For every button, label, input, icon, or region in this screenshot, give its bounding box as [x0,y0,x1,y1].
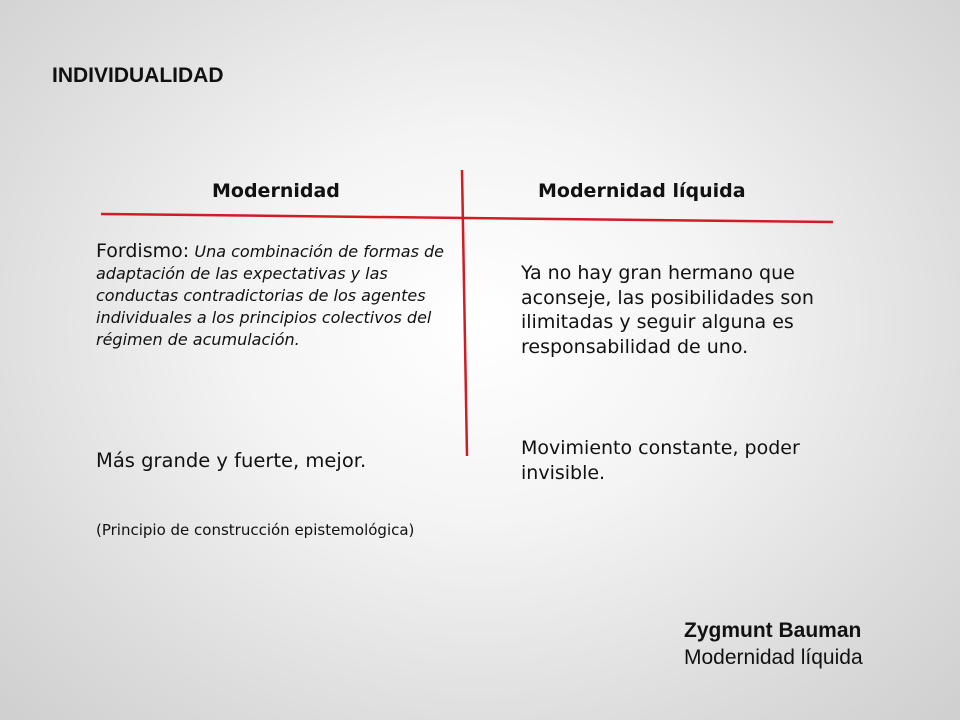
horizontal-divider-line [101,214,833,222]
attribution-author: Zygmunt Bauman [684,619,862,642]
liquid-modernity-paragraph-2: Movimiento constante, poder invisible. [521,437,800,484]
column-heading-modernidad: Modernidad [212,180,340,202]
liquid-modernity-paragraph-1: Ya no hay gran hermano que aconseje, las posibilidades son ilimitadas y seguir alguna es responsabilidad de uno. [521,262,814,358]
principle-note: (Principio de construcción epistemológica) [96,521,415,539]
fordismo-paragraph [96,240,466,351]
bigger-better-text: Más grande y fuerte, mejor. [96,449,367,472]
attribution-book: Modernidad líquida [684,646,863,669]
slide-title: INDIVIDUALIDAD [52,64,224,87]
fordismo-label: Fordismo: [96,240,190,262]
fordismo-definition: Una combinación de formas de adaptación de las expectativas y las conductas contradictorias de los agentes individuales a los principios colectivos del régimen de acumulación. [96,242,445,349]
column-heading-modernidad-liquida: Modernidad líquida [538,180,746,202]
